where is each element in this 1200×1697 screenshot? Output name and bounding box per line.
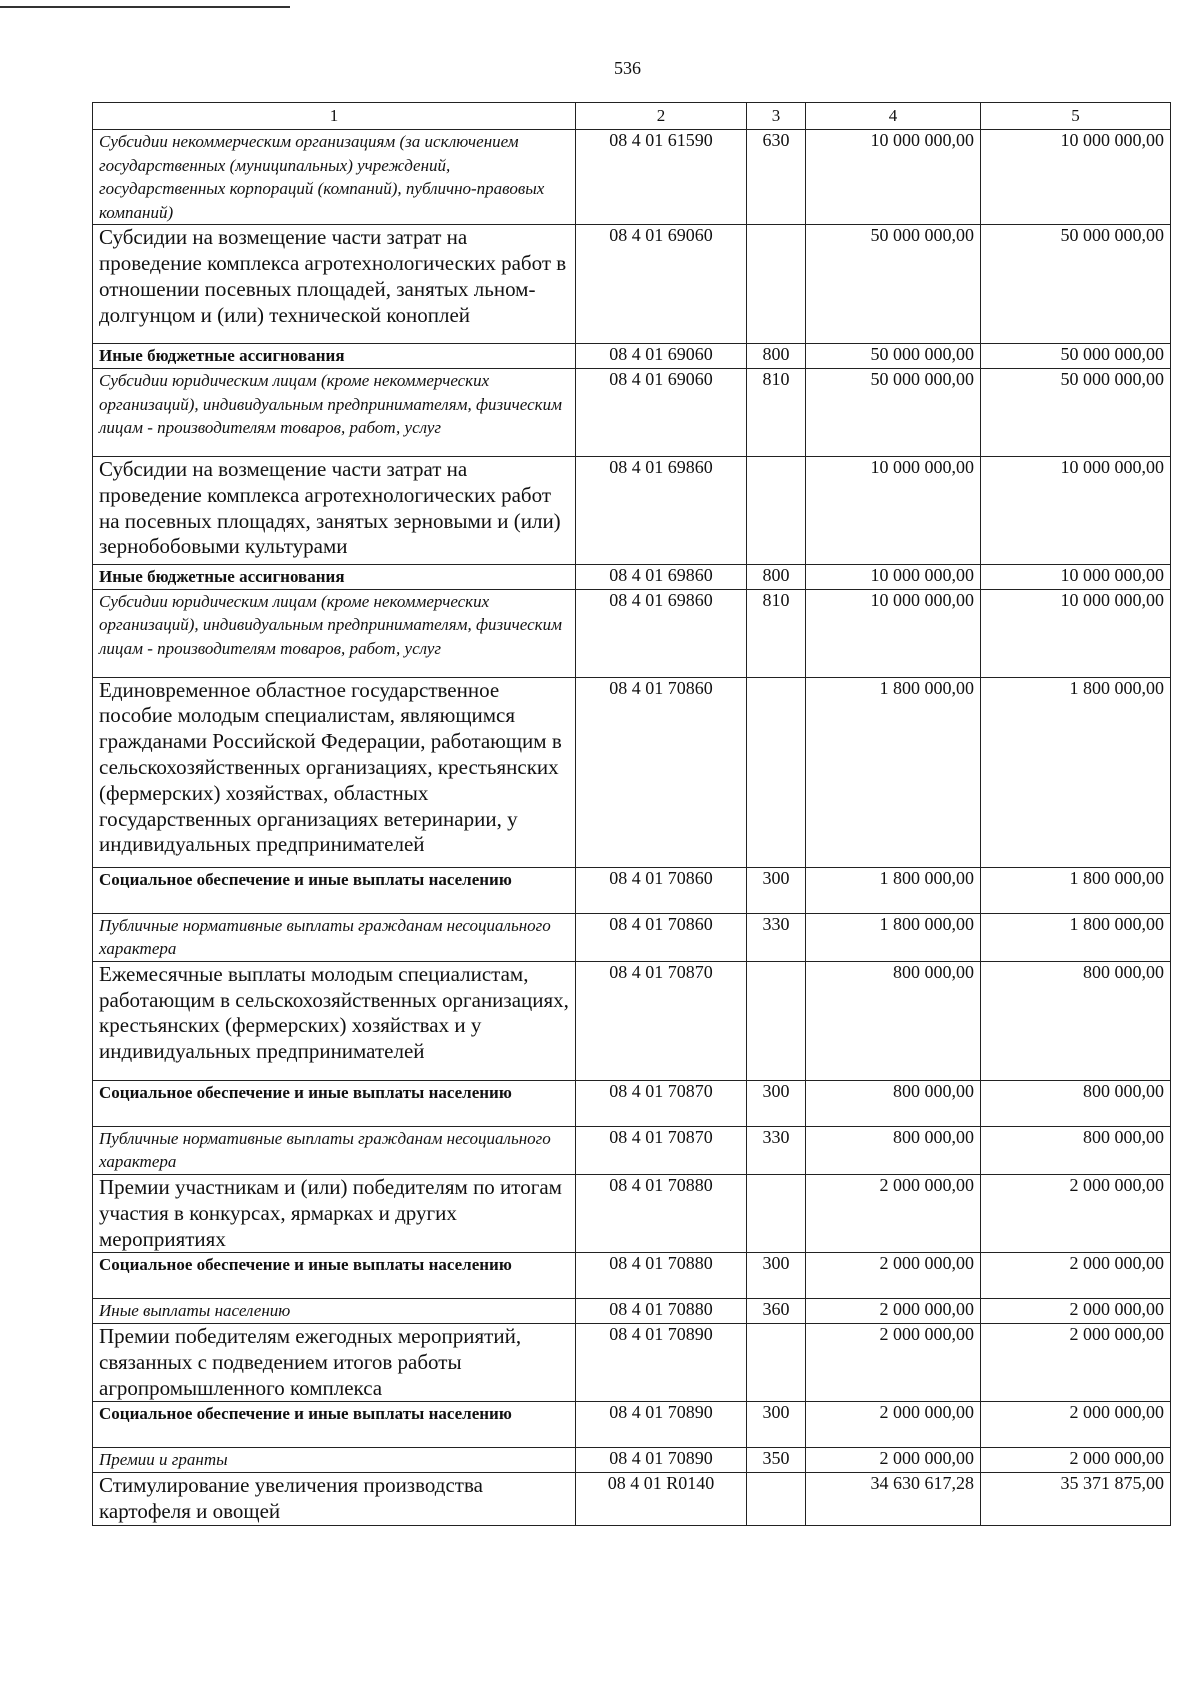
row-expense-type: 330 — [747, 913, 806, 961]
row-amount-col4: 2 000 000,00 — [806, 1448, 981, 1473]
row-expense-type — [747, 1472, 806, 1525]
table-row — [93, 1402, 1171, 1448]
column-header-1: 1 — [93, 103, 576, 130]
row-amount-col4: 800 000,00 — [806, 961, 981, 1080]
row-expense-type: 810 — [747, 589, 806, 677]
row-target-code: 08 4 01 R0140 — [576, 1472, 747, 1525]
row-name: Иные выплаты населению — [93, 1299, 576, 1324]
row-amount-col5: 10 000 000,00 — [981, 564, 1171, 589]
row-amount-col5: 800 000,00 — [981, 961, 1171, 1080]
row-amount-col5: 10 000 000,00 — [981, 589, 1171, 677]
row-amount-col5: 2 000 000,00 — [981, 1402, 1171, 1448]
row-name: Субсидии на возмещение части затрат на проведение комплекса агротехнологических работ в отношении посевных площадей, занятых льном-долгунцом и (или) технической коноплей — [93, 225, 576, 344]
row-name: Социальное обеспечение и иные выплаты населению — [93, 1253, 576, 1299]
row-expense-type — [747, 1174, 806, 1252]
table-row — [93, 344, 1171, 369]
row-name: Иные бюджетные ассигнования — [93, 564, 576, 589]
row-name: Публичные нормативные выплаты гражданам несоциального характера — [93, 913, 576, 961]
row-amount-col5: 2 000 000,00 — [981, 1253, 1171, 1299]
row-target-code: 08 4 01 70890 — [576, 1323, 747, 1401]
row-amount-col4: 800 000,00 — [806, 1126, 981, 1174]
row-target-code: 08 4 01 70890 — [576, 1448, 747, 1473]
row-amount-col5: 1 800 000,00 — [981, 677, 1171, 867]
row-target-code: 08 4 01 69060 — [576, 225, 747, 344]
row-name: Субсидии некоммерческим организациям (за исключением государственных (муниципальных) учреждений, государственных корпораций (компаний), публично-правовых компаний) — [93, 130, 576, 225]
row-expense-type: 350 — [747, 1448, 806, 1473]
row-name: Стимулирование увеличения производства картофеля и овощей — [93, 1472, 576, 1525]
row-expense-type — [747, 456, 806, 564]
row-target-code: 08 4 01 69060 — [576, 344, 747, 369]
row-target-code: 08 4 01 69860 — [576, 564, 747, 589]
row-expense-type: 300 — [747, 1080, 806, 1126]
row-amount-col4: 2 000 000,00 — [806, 1402, 981, 1448]
row-amount-col5: 1 800 000,00 — [981, 867, 1171, 913]
row-amount-col5: 2 000 000,00 — [981, 1299, 1171, 1324]
row-amount-col4: 10 000 000,00 — [806, 130, 981, 225]
row-amount-col4: 50 000 000,00 — [806, 344, 981, 369]
row-amount-col4: 50 000 000,00 — [806, 225, 981, 344]
row-target-code: 08 4 01 70880 — [576, 1174, 747, 1252]
table-row — [93, 456, 1171, 564]
row-amount-col4: 1 800 000,00 — [806, 867, 981, 913]
row-amount-col5: 2 000 000,00 — [981, 1323, 1171, 1401]
table-row — [93, 677, 1171, 867]
column-header-5: 5 — [981, 103, 1171, 130]
row-amount-col5: 2 000 000,00 — [981, 1174, 1171, 1252]
row-name: Ежемесячные выплаты молодым специалистам, работающим в сельскохозяйственных организациях, крестьянских (фермерских) хозяйствах и у индивидуальных предпринимателей — [93, 961, 576, 1080]
row-target-code: 08 4 01 69060 — [576, 368, 747, 456]
row-expense-type: 800 — [747, 564, 806, 589]
row-name: Социальное обеспечение и иные выплаты населению — [93, 867, 576, 913]
column-header-4: 4 — [806, 103, 981, 130]
table-row — [93, 961, 1171, 1080]
row-amount-col4: 10 000 000,00 — [806, 589, 981, 677]
row-amount-col4: 2 000 000,00 — [806, 1299, 981, 1324]
row-amount-col4: 50 000 000,00 — [806, 368, 981, 456]
top-rule — [0, 6, 290, 8]
row-name: Социальное обеспечение и иные выплаты населению — [93, 1080, 576, 1126]
column-header-3: 3 — [747, 103, 806, 130]
table-row — [93, 368, 1171, 456]
row-target-code: 08 4 01 69860 — [576, 589, 747, 677]
table-row — [93, 1448, 1171, 1473]
row-name: Субсидии на возмещение части затрат на проведение комплекса агротехнологических работ на посевных площадях, занятых зерновыми и (или) зернобобовыми культурами — [93, 456, 576, 564]
row-amount-col5: 2 000 000,00 — [981, 1448, 1171, 1473]
row-name: Субсидии юридическим лицам (кроме некоммерческих организаций), индивидуальным предпринимателям, физическим лицам - производителям товаров, работ, услуг — [93, 589, 576, 677]
table-row — [93, 1472, 1171, 1525]
row-amount-col4: 2 000 000,00 — [806, 1253, 981, 1299]
row-amount-col5: 800 000,00 — [981, 1080, 1171, 1126]
row-amount-col4: 1 800 000,00 — [806, 677, 981, 867]
table-row — [93, 130, 1171, 225]
table-row — [93, 913, 1171, 961]
row-name: Иные бюджетные ассигнования — [93, 344, 576, 369]
table-row — [93, 1323, 1171, 1401]
row-amount-col4: 2 000 000,00 — [806, 1323, 981, 1401]
row-target-code: 08 4 01 70880 — [576, 1299, 747, 1324]
row-amount-col4: 800 000,00 — [806, 1080, 981, 1126]
row-target-code: 08 4 01 70880 — [576, 1253, 747, 1299]
row-name: Премии участникам и (или) победителям по итогам участия в конкурсах, ярмарках и других мероприятиях — [93, 1174, 576, 1252]
row-amount-col4: 10 000 000,00 — [806, 456, 981, 564]
row-amount-col5: 35 371 875,00 — [981, 1472, 1171, 1525]
row-name: Субсидии юридическим лицам (кроме некоммерческих организаций), индивидуальным предпринимателям, физическим лицам - производителям товаров, работ, услуг — [93, 368, 576, 456]
table-row — [93, 1253, 1171, 1299]
row-name: Публичные нормативные выплаты гражданам несоциального характера — [93, 1126, 576, 1174]
row-target-code: 08 4 01 70890 — [576, 1402, 747, 1448]
table-row — [93, 1126, 1171, 1174]
row-amount-col5: 50 000 000,00 — [981, 344, 1171, 369]
row-expense-type — [747, 1323, 806, 1401]
row-amount-col5: 10 000 000,00 — [981, 130, 1171, 225]
row-expense-type: 300 — [747, 1402, 806, 1448]
row-expense-type: 630 — [747, 130, 806, 225]
table-row — [93, 1080, 1171, 1126]
table-row — [93, 1299, 1171, 1324]
row-expense-type: 810 — [747, 368, 806, 456]
row-expense-type — [747, 225, 806, 344]
table-row — [93, 589, 1171, 677]
row-name: Премии и гранты — [93, 1448, 576, 1473]
row-expense-type: 360 — [747, 1299, 806, 1324]
table-row — [93, 564, 1171, 589]
row-amount-col4: 34 630 617,28 — [806, 1472, 981, 1525]
row-amount-col5: 50 000 000,00 — [981, 225, 1171, 344]
row-amount-col5: 1 800 000,00 — [981, 913, 1171, 961]
row-name: Премии победителям ежегодных мероприятий, связанных с подведением итогов работы агропромышленного комплекса — [93, 1323, 576, 1401]
row-expense-type: 300 — [747, 867, 806, 913]
header-row — [93, 103, 1171, 130]
row-amount-col4: 10 000 000,00 — [806, 564, 981, 589]
row-target-code: 08 4 01 61590 — [576, 130, 747, 225]
row-amount-col5: 800 000,00 — [981, 1126, 1171, 1174]
row-name: Социальное обеспечение и иные выплаты населению — [93, 1402, 576, 1448]
row-expense-type: 300 — [747, 1253, 806, 1299]
row-target-code: 08 4 01 70860 — [576, 867, 747, 913]
row-amount-col4: 1 800 000,00 — [806, 913, 981, 961]
table-row — [93, 1174, 1171, 1252]
table-row — [93, 225, 1171, 344]
row-target-code: 08 4 01 69860 — [576, 456, 747, 564]
row-expense-type: 800 — [747, 344, 806, 369]
table-row — [93, 867, 1171, 913]
row-expense-type — [747, 677, 806, 867]
row-expense-type — [747, 961, 806, 1080]
row-name: Единовременное областное государственное пособие молодым специалистам, являющимся гражданами Российской Федерации, работающим в сельскохозяйственных организациях, крестьянских (фермерских) хозяйствах, областных государственных организациях ветеринарии, у индивидуальных предпринимателей — [93, 677, 576, 867]
row-target-code: 08 4 01 70870 — [576, 961, 747, 1080]
row-amount-col5: 50 000 000,00 — [981, 368, 1171, 456]
row-amount-col5: 10 000 000,00 — [981, 456, 1171, 564]
row-target-code: 08 4 01 70860 — [576, 913, 747, 961]
row-amount-col4: 2 000 000,00 — [806, 1174, 981, 1252]
row-expense-type: 330 — [747, 1126, 806, 1174]
row-target-code: 08 4 01 70870 — [576, 1126, 747, 1174]
row-target-code: 08 4 01 70860 — [576, 677, 747, 867]
budget-table — [92, 102, 1171, 1526]
row-target-code: 08 4 01 70870 — [576, 1080, 747, 1126]
column-header-2: 2 — [576, 103, 747, 130]
page-number: 536 — [614, 58, 641, 78]
